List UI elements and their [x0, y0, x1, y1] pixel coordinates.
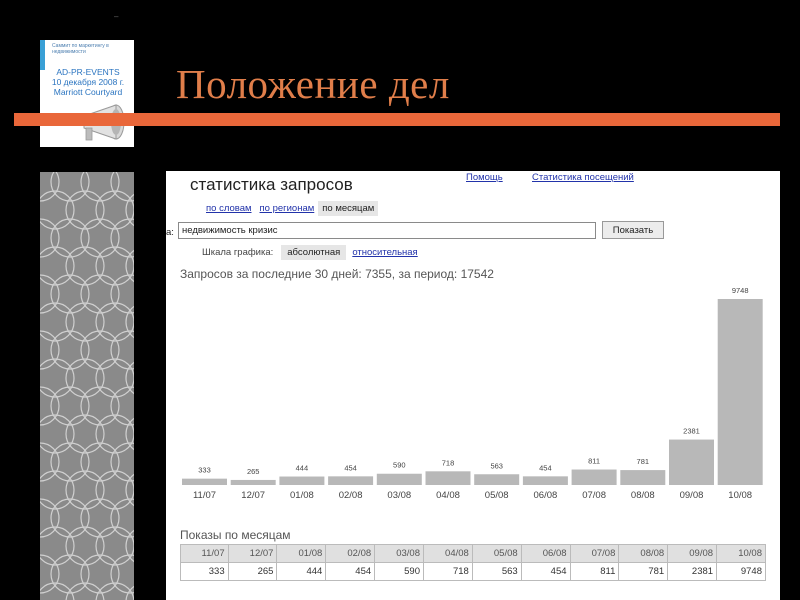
- month-tick-label: 02/08: [338, 490, 363, 501]
- table-header-cell: 10/08: [717, 545, 766, 563]
- pattern-circle: [40, 303, 74, 341]
- month-tick-label: 11/07: [192, 490, 217, 501]
- table-value-cell: 9748: [717, 563, 766, 581]
- bar-06-08: [523, 476, 568, 485]
- pattern-circle: [66, 471, 104, 509]
- pattern-circle: [81, 387, 119, 425]
- table-header-cell: 02/08: [326, 545, 375, 563]
- pattern-circle: [126, 191, 134, 229]
- table-header-cell: 11/07: [181, 545, 229, 563]
- table-header-row: [181, 545, 766, 563]
- stats-screenshot: [166, 171, 780, 600]
- table-header-cell: 03/08: [375, 545, 424, 563]
- bar-09-08: [669, 440, 714, 485]
- bar-value-label: 265: [246, 466, 260, 476]
- pattern-circle: [126, 527, 134, 565]
- pattern-circle: [40, 471, 74, 509]
- scale-relative-link[interactable]: относительная: [352, 247, 418, 258]
- table-header-cell: 06/08: [521, 545, 570, 563]
- pattern-circle: [40, 359, 74, 397]
- pattern-circle: [40, 172, 59, 201]
- pattern-circle: [111, 387, 134, 425]
- pattern-circle: [111, 172, 134, 201]
- table-value-cell: 718: [423, 563, 472, 581]
- bar-value-label: 811: [588, 456, 601, 466]
- table-value-cell: 333: [181, 563, 229, 581]
- bar-05-08: [474, 474, 519, 485]
- visit-stats-link[interactable]: Статистика посещений: [532, 172, 634, 183]
- logo-main-text: [44, 67, 132, 97]
- bar-value-label: 563: [490, 461, 503, 471]
- pattern-circle: [40, 415, 74, 453]
- pattern-circle: [111, 555, 134, 593]
- bar-08-08: [620, 470, 665, 485]
- pattern-circle: [111, 443, 134, 481]
- pattern-circle: [126, 247, 134, 285]
- pattern-circle: [81, 443, 119, 481]
- bar-value-label: 454: [344, 463, 357, 473]
- pattern-circle: [96, 247, 134, 285]
- logo-line-date: 10 декабря 2008 г.: [51, 77, 125, 87]
- bar-07-08: [572, 470, 617, 485]
- month-tick-label: 12/07: [241, 490, 266, 501]
- pattern-circle: [51, 219, 89, 257]
- scale-label: Шкала графика:: [202, 247, 274, 258]
- pattern-circle: [126, 303, 134, 341]
- pattern-circle: [126, 583, 134, 600]
- pattern-circle: [51, 387, 89, 425]
- monthly-table: [180, 544, 766, 581]
- query-input[interactable]: [178, 222, 596, 239]
- slide-corner-mark: –: [114, 12, 119, 21]
- show-button[interactable]: Показать: [602, 221, 664, 239]
- pattern-circle: [66, 359, 104, 397]
- pattern-circle: [111, 331, 134, 369]
- logo-accent-bar: [40, 40, 45, 70]
- pattern-circle: [40, 191, 74, 229]
- table-value-cell: 454: [326, 563, 375, 581]
- table-value-cell: 265: [228, 563, 277, 581]
- pattern-circle: [81, 172, 119, 201]
- pattern-circle: [111, 275, 134, 313]
- table-value-cell: 454: [521, 563, 570, 581]
- pattern-circle: [66, 191, 104, 229]
- table-value-cell: 781: [619, 563, 668, 581]
- pattern-circle: [40, 247, 74, 285]
- bar-12-07: [231, 480, 276, 485]
- pattern-circle: [51, 331, 89, 369]
- table-header-cell: 12/07: [228, 545, 277, 563]
- slide-title: Положение дел: [176, 61, 450, 107]
- pattern-circle: [51, 555, 89, 593]
- pattern-circle: [66, 303, 104, 341]
- bar-value-label: 718: [441, 458, 455, 468]
- bar-01-08: [279, 477, 324, 485]
- summit-logo: [40, 40, 134, 147]
- pattern-circle: [51, 443, 89, 481]
- table-header-cell: 01/08: [277, 545, 326, 563]
- monthly-bar-chart: [166, 279, 780, 507]
- table-value-cell: 444: [277, 563, 326, 581]
- bar-value-label: 781: [636, 457, 650, 467]
- pattern-circle: [66, 247, 104, 285]
- bar-value-label: 454: [539, 463, 552, 473]
- pattern-circle: [51, 499, 89, 537]
- bar-value-label: 444: [295, 463, 309, 473]
- bar-value-label: 2381: [683, 426, 700, 436]
- pattern-circle: [126, 471, 134, 509]
- bar-10-08: [718, 299, 763, 485]
- stats-tabs: [202, 201, 378, 216]
- table-value-cell: 811: [570, 563, 619, 581]
- requests-summary: Запросов за последние 30 дней: 7355, за период: 17542: [180, 267, 494, 281]
- query-label: а:: [166, 227, 174, 238]
- pattern-circle: [51, 172, 89, 201]
- table-value-cell: 2381: [668, 563, 717, 581]
- circles-pattern: [40, 172, 134, 600]
- pattern-circle: [51, 275, 89, 313]
- title-underline: [14, 113, 780, 126]
- pattern-circle: [66, 527, 104, 565]
- bar-04-08: [426, 471, 471, 485]
- month-tick-label: 04/08: [436, 490, 460, 501]
- month-tick-label: 03/08: [387, 490, 412, 501]
- pattern-circle: [81, 499, 119, 537]
- pattern-circle: [40, 527, 74, 565]
- pattern-circle: [81, 275, 119, 313]
- month-tick-label: 09/08: [679, 490, 704, 501]
- bar-03-08: [377, 474, 422, 485]
- pattern-circle: [126, 359, 134, 397]
- table-values-row: [181, 563, 766, 581]
- bar-value-label: 333: [198, 465, 211, 475]
- decorative-pattern: [40, 172, 134, 600]
- table-header-cell: 09/08: [668, 545, 717, 563]
- pattern-circle: [126, 415, 134, 453]
- month-tick-label: 08/08: [630, 490, 655, 501]
- logo-line-venue: Marriott Courtyard: [53, 87, 123, 97]
- logo-line-events: AD-PR-EVENTS: [56, 67, 120, 77]
- scale-selector: [202, 245, 418, 260]
- table-header-cell: 05/08: [472, 545, 521, 563]
- tab-by-months[interactable]: по месяцам: [318, 201, 378, 216]
- month-tick-label: 06/08: [533, 490, 558, 501]
- bar-02-08: [328, 476, 373, 485]
- bar-value-label: 590: [393, 460, 406, 470]
- pattern-circle: [96, 471, 134, 509]
- table-header-cell: 08/08: [619, 545, 668, 563]
- month-tick-label: 05/08: [484, 490, 509, 501]
- pattern-circle: [96, 527, 134, 565]
- bar-11-07: [182, 479, 227, 485]
- table-value-cell: 563: [472, 563, 521, 581]
- scale-absolute-option[interactable]: абсолютная: [281, 245, 346, 260]
- stats-title: статистика запросов: [190, 175, 353, 194]
- table-value-cell: 590: [375, 563, 424, 581]
- tab-by-words[interactable]: по словам: [206, 203, 252, 214]
- pattern-circle: [111, 219, 134, 257]
- pattern-circle: [96, 415, 134, 453]
- bar-value-label: 9748: [731, 286, 749, 295]
- pattern-circle: [96, 191, 134, 229]
- logo-small-text: Саммит по маркетингу в недвижимости: [52, 43, 109, 55]
- pattern-circle: [66, 415, 104, 453]
- month-tick-label: 07/08: [582, 490, 606, 501]
- help-link[interactable]: Помощь: [466, 172, 503, 183]
- month-tick-label: 10/08: [728, 490, 753, 501]
- pattern-circle: [96, 359, 134, 397]
- month-tick-label: 01/08: [290, 490, 314, 501]
- table-header-cell: 07/08: [570, 545, 619, 563]
- table-title: Показы по месяцам: [180, 528, 291, 542]
- tab-by-regions[interactable]: по регионам: [259, 203, 315, 214]
- table-header-cell: 04/08: [423, 545, 472, 563]
- pattern-circle: [81, 219, 119, 257]
- pattern-circle: [111, 499, 134, 537]
- pattern-circle: [81, 555, 119, 593]
- pattern-circle: [81, 331, 119, 369]
- pattern-circle: [96, 303, 134, 341]
